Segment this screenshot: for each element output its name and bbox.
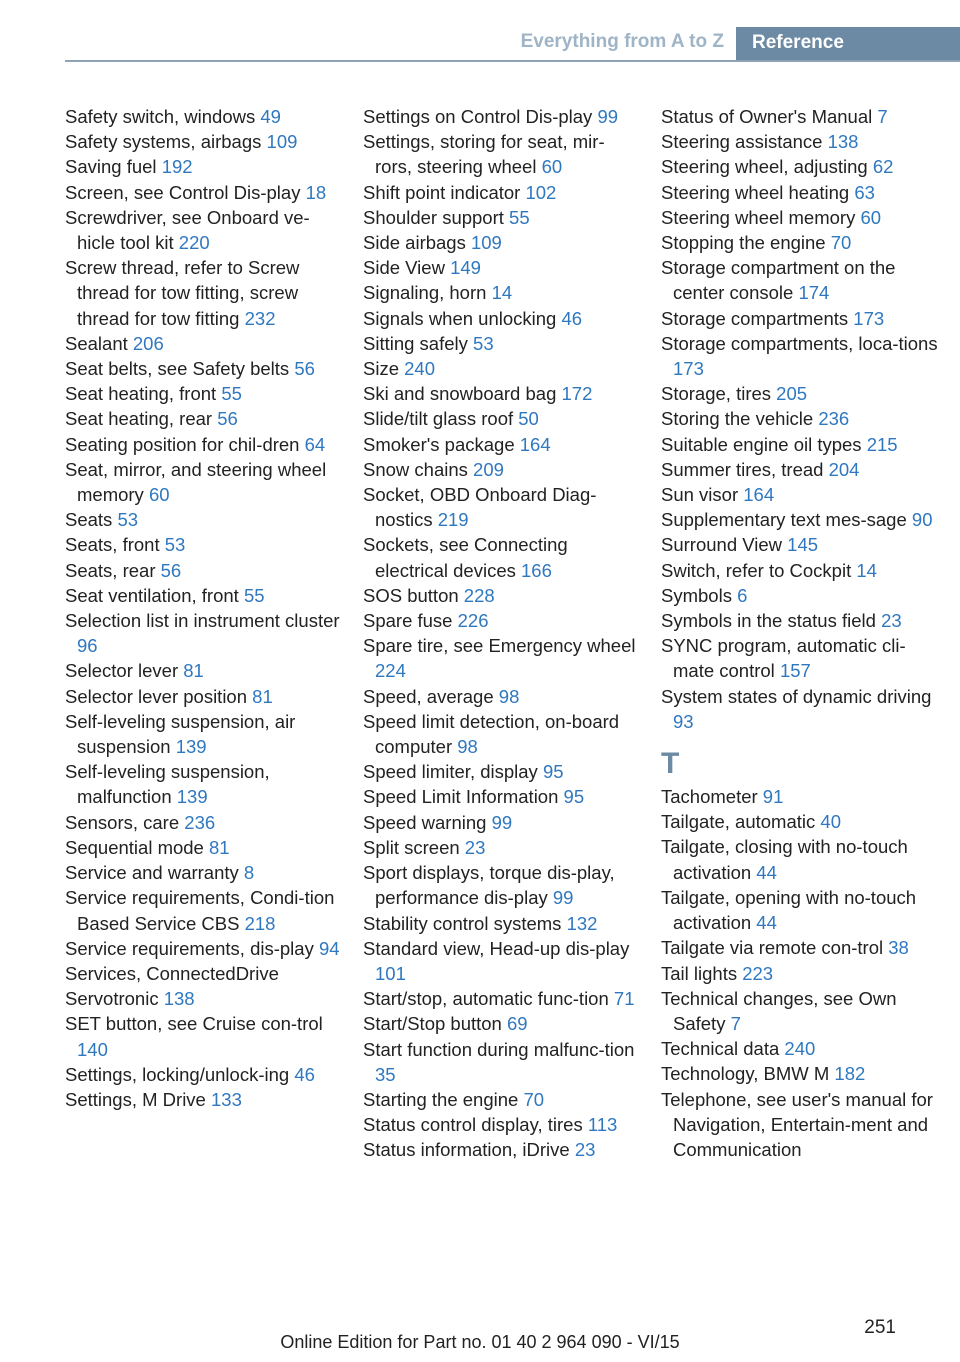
index-page-link[interactable]: 60 xyxy=(541,156,563,178)
index-entry xyxy=(363,1112,638,1137)
index-page-link[interactable]: 93 xyxy=(673,710,694,732)
index-entry-term: Steering wheel heating xyxy=(661,181,850,203)
index-page-link[interactable]: 44 xyxy=(756,861,777,883)
index-entry xyxy=(363,104,638,129)
index-entry-term: Technology, BMW M xyxy=(661,1063,830,1085)
index-entry xyxy=(661,205,945,230)
index-entry-term: Side airbags xyxy=(363,232,466,254)
index-entry xyxy=(65,406,340,431)
index-entry-term: Sensors, care xyxy=(65,811,180,833)
index-page-link[interactable]: 63 xyxy=(854,181,875,203)
index-entry xyxy=(661,1036,945,1061)
index-page-link[interactable]: 236 xyxy=(818,408,850,430)
index-entry-term: Saving fuel xyxy=(65,156,157,178)
index-page-link[interactable]: 7 xyxy=(877,106,888,127)
index-entry-term: Status control display, tires xyxy=(363,1114,583,1136)
index-entry-term: Ski and snowboard bag xyxy=(363,383,557,405)
index-entry-term: Tail lights xyxy=(661,962,738,984)
index-page-link[interactable]: 56 xyxy=(160,559,182,581)
index-entry xyxy=(661,834,945,884)
index-entry xyxy=(363,129,638,179)
index-entry xyxy=(661,608,945,633)
index-page-link[interactable]: 81 xyxy=(252,685,273,707)
index-entry xyxy=(65,180,340,205)
index-entry-term: Size xyxy=(363,358,399,380)
index-entry xyxy=(363,230,638,255)
index-entry-term: Seating position for chil-dren xyxy=(65,433,300,455)
index-entry-term: Storage, tires xyxy=(661,383,772,405)
index-page-link[interactable]: 223 xyxy=(742,962,774,984)
index-entry-term: Storage compartments, loca-tions xyxy=(661,332,938,354)
index-page-link[interactable]: 18 xyxy=(305,181,327,203)
index-entry xyxy=(363,1087,638,1112)
index-entry xyxy=(363,406,638,431)
index-entry-term: Selection list in instrument cluster xyxy=(65,610,340,632)
index-entry xyxy=(363,255,638,280)
index-entry xyxy=(65,1062,340,1087)
index-entry-term: Tachometer xyxy=(661,786,758,808)
index-entry xyxy=(363,936,638,986)
index-entry-term: Tailgate, automatic xyxy=(661,811,816,833)
index-page-link[interactable]: 71 xyxy=(613,988,635,1010)
index-entry xyxy=(65,104,340,129)
index-entry xyxy=(65,129,340,154)
index-entry xyxy=(65,507,340,532)
index-page-link[interactable]: 55 xyxy=(243,584,265,606)
index-entry-term: Safety switch, windows xyxy=(65,106,256,127)
index-entry xyxy=(661,532,945,557)
index-entry xyxy=(661,1061,945,1086)
index-entry xyxy=(661,331,945,381)
index-page-link[interactable]: 205 xyxy=(776,383,808,405)
index-entry-term: Status of Owner's Manual xyxy=(661,106,873,127)
index-entry xyxy=(65,1011,340,1061)
header-rule xyxy=(65,60,960,62)
index-entry-term: Storage compartment on the center console xyxy=(661,257,896,304)
index-page-link[interactable]: 220 xyxy=(178,232,210,254)
index-entry xyxy=(661,230,945,255)
index-entry xyxy=(363,306,638,331)
index-entry-term: Storage compartments xyxy=(661,307,849,329)
index-entry-term: Start/stop, automatic func-tion xyxy=(363,988,609,1010)
index-page-link[interactable]: 228 xyxy=(463,584,495,606)
index-page-link[interactable]: 215 xyxy=(866,433,898,455)
index-entry-term: SYNC program, automatic cli-mate control xyxy=(661,635,906,682)
index-entry xyxy=(65,205,340,255)
index-entry xyxy=(661,935,945,960)
index-page-link[interactable]: 99 xyxy=(491,811,513,833)
index-page-link[interactable]: 49 xyxy=(260,106,281,127)
index-entry-term: Smoker's package xyxy=(363,433,515,455)
index-entry xyxy=(661,104,945,129)
index-entry xyxy=(65,1087,340,1112)
index-page-link[interactable]: 60 xyxy=(860,206,882,228)
index-entry xyxy=(363,381,638,406)
index-entry-term: Settings, M Drive xyxy=(65,1088,206,1110)
index-entry-term: Tailgate, opening with no-touch activation xyxy=(661,886,917,934)
index-page-link[interactable]: 182 xyxy=(834,1063,866,1085)
index-page-link[interactable]: 164 xyxy=(743,484,775,506)
index-entry xyxy=(661,684,945,734)
index-page-link[interactable]: 224 xyxy=(375,660,406,682)
index-entry xyxy=(661,255,945,305)
index-entry-term: Settings, storing for seat, mir-rors, steering wheel xyxy=(363,131,605,178)
index-entry-term: SOS button xyxy=(363,584,459,606)
index-entry-term: Sport displays, torque dis-play, performance dis-play xyxy=(363,862,615,909)
index-page-link[interactable]: 14 xyxy=(856,559,877,581)
index-page-link[interactable]: 240 xyxy=(404,358,436,380)
index-entry xyxy=(363,583,638,608)
index-page-link[interactable]: 226 xyxy=(457,610,489,632)
index-entry-term: Selector lever xyxy=(65,660,179,682)
index-page-link[interactable]: 172 xyxy=(561,383,593,405)
index-page-link[interactable]: 23 xyxy=(881,610,902,632)
index-entry-term: Status information, iDrive xyxy=(363,1139,570,1161)
index-entry xyxy=(363,633,638,683)
index-entry-term: Seats xyxy=(65,509,113,531)
edition-footer: Online Edition for Part no. 01 40 2 964 090 - VI/15 xyxy=(280,1332,680,1352)
index-page-link[interactable]: 69 xyxy=(506,1013,528,1035)
index-entry xyxy=(363,1011,638,1036)
index-page-link[interactable]: 98 xyxy=(457,736,478,758)
index-page-link[interactable]: 44 xyxy=(756,912,777,934)
index-page-link[interactable]: 101 xyxy=(375,962,406,984)
index-entry-term: Storing the vehicle xyxy=(661,408,814,430)
index-entry-term: Technical data xyxy=(661,1038,780,1060)
index-entry-term: Tailgate via remote con-trol xyxy=(661,937,884,959)
index-entry-term: Start function during malfunc-tion xyxy=(363,1038,635,1060)
index-page-link[interactable]: 139 xyxy=(176,786,208,808)
index-entry-term: Sun visor xyxy=(661,484,739,506)
index-entry-term: Seats, rear xyxy=(65,559,156,581)
index-entry-term: Safety systems, airbags xyxy=(65,131,262,153)
index-entry-term: Side View xyxy=(363,257,445,279)
index-page-link[interactable]: 232 xyxy=(244,307,276,329)
index-entry xyxy=(65,961,340,986)
index-entry xyxy=(661,457,945,482)
index-page-link[interactable]: 62 xyxy=(872,156,894,178)
index-entry-term: Steering wheel memory xyxy=(661,206,856,228)
index-entry xyxy=(65,986,340,1011)
index-entry xyxy=(661,432,945,457)
index-entry xyxy=(65,583,340,608)
index-entry xyxy=(363,759,638,784)
index-letter-heading: T xyxy=(661,747,680,781)
index-page-link[interactable]: 7 xyxy=(730,1012,741,1034)
index-page-link[interactable]: 70 xyxy=(830,232,852,254)
index-entry xyxy=(661,482,945,507)
index-page-link[interactable]: 157 xyxy=(779,660,811,682)
index-entry-term: Summer tires, tread xyxy=(661,458,824,480)
index-page-link[interactable]: 173 xyxy=(673,358,704,380)
index-entry-term: Service requirements, dis-play xyxy=(65,937,314,959)
index-page-link[interactable]: 240 xyxy=(784,1038,816,1060)
index-page-link[interactable]: 35 xyxy=(375,1063,396,1085)
section-title: Everything from A to Z xyxy=(520,31,724,52)
index-entry-term: Surround View xyxy=(661,534,783,556)
index-page-link[interactable]: 81 xyxy=(183,660,204,682)
index-page-link[interactable]: 53 xyxy=(117,509,139,531)
index-entry-term: Services, ConnectedDrive xyxy=(65,962,279,984)
index-entry-term: Shoulder support xyxy=(363,206,504,228)
index-entry-term: Servotronic xyxy=(65,988,159,1010)
index-page-link[interactable]: 138 xyxy=(827,131,859,153)
index-entry xyxy=(65,356,340,381)
index-page-link[interactable]: 90 xyxy=(911,509,933,531)
index-page-link[interactable]: 96 xyxy=(77,635,98,657)
index-entry xyxy=(65,684,340,709)
index-entry-term: Telephone, see user's manual for Navigation, Entertain-ment and Communication xyxy=(661,1088,933,1160)
index-entry xyxy=(661,1087,945,1163)
index-entry-term: Technical changes, see Own Safety xyxy=(661,987,897,1034)
index-page-link[interactable]: 140 xyxy=(77,1038,108,1060)
index-entry xyxy=(65,810,340,835)
index-page-link[interactable]: 95 xyxy=(563,786,585,808)
index-entry xyxy=(661,154,945,179)
index-entry-term: Seats, front xyxy=(65,534,160,556)
index-entry xyxy=(661,809,945,834)
index-entry xyxy=(363,608,638,633)
index-entry xyxy=(363,432,638,457)
index-page-link[interactable]: 109 xyxy=(470,232,502,254)
page-number: 251 xyxy=(864,1317,896,1338)
index-page-link[interactable]: 6 xyxy=(737,584,748,606)
index-page-link[interactable]: 60 xyxy=(148,484,170,506)
index-page-link[interactable]: 46 xyxy=(294,1063,315,1085)
index-entry-term: Sitting safely xyxy=(363,332,468,354)
index-page-link[interactable]: 174 xyxy=(798,282,830,304)
index-page-link[interactable]: 219 xyxy=(437,509,469,531)
index-page-link[interactable]: 81 xyxy=(209,836,230,858)
index-entry xyxy=(65,759,340,809)
index-entry xyxy=(363,280,638,305)
index-entry xyxy=(363,986,638,1011)
index-page-link[interactable]: 204 xyxy=(828,458,860,480)
index-entry-term: Stability control systems xyxy=(363,912,562,934)
index-entry xyxy=(363,331,638,356)
index-entry-term: Self-leveling suspension, malfunction xyxy=(65,761,270,808)
index-entry-term: Speed limit detection, on-board computer xyxy=(363,710,620,758)
index-entry xyxy=(363,784,638,809)
index-entry xyxy=(661,784,945,809)
index-entry-term: Screwdriver, see Onboard ve-hicle tool kit xyxy=(65,206,310,254)
index-entry-term: Socket, OBD Onboard Diag-nostics xyxy=(363,484,597,531)
index-page-link[interactable]: 132 xyxy=(566,912,598,934)
index-entry xyxy=(65,558,340,583)
index-page-link[interactable]: 206 xyxy=(132,332,164,354)
index-entry xyxy=(65,658,340,683)
index-entry-term: Settings, locking/unlock-ing xyxy=(65,1063,290,1085)
index-page-link[interactable]: 95 xyxy=(542,761,564,783)
index-entry xyxy=(661,986,945,1036)
index-page-link[interactable]: 236 xyxy=(184,811,216,833)
index-page-link[interactable]: 138 xyxy=(163,988,195,1010)
index-entry-term: Spare tire, see Emergency wheel xyxy=(363,635,636,657)
index-entry-term: Symbols in the status field xyxy=(661,610,876,632)
index-page-link[interactable]: 192 xyxy=(161,156,193,178)
index-entry xyxy=(661,381,945,406)
index-entry xyxy=(65,154,340,179)
index-entry-term: Seat heating, front xyxy=(65,383,217,405)
index-entry xyxy=(661,306,945,331)
index-page-link[interactable]: 98 xyxy=(498,685,520,707)
index-entry-term: Spare fuse xyxy=(363,610,453,632)
index-page-link[interactable]: 139 xyxy=(175,736,207,758)
index-page-link[interactable]: 99 xyxy=(552,887,574,909)
index-entry xyxy=(363,180,638,205)
index-page-link[interactable]: 53 xyxy=(164,534,186,556)
index-entry-term: Switch, refer to Cockpit xyxy=(661,559,852,581)
index-entry-term: Tailgate, closing with no-touch activation xyxy=(661,836,908,883)
index-page-link[interactable]: 113 xyxy=(587,1114,618,1136)
index-entry-term: Speed warning xyxy=(363,811,487,833)
index-entry xyxy=(65,608,340,658)
index-entry xyxy=(65,709,340,759)
index-entry xyxy=(65,860,340,885)
index-page-link[interactable]: 64 xyxy=(304,433,326,455)
index-entry xyxy=(363,835,638,860)
index-entry-term: Seat belts, see Safety belts xyxy=(65,358,290,380)
index-page-link[interactable]: 149 xyxy=(450,257,481,279)
index-entry-term: Start/Stop button xyxy=(363,1013,502,1035)
index-entry xyxy=(363,532,638,582)
index-page-link[interactable]: 166 xyxy=(521,559,552,581)
index-entry xyxy=(65,835,340,860)
index-entry-term: Starting the engine xyxy=(363,1088,519,1110)
index-entry xyxy=(363,1037,638,1087)
index-entry-term: Supplementary text mes-sage xyxy=(661,509,907,531)
index-entry xyxy=(363,1137,638,1162)
index-entry xyxy=(363,911,638,936)
index-entry xyxy=(363,810,638,835)
index-entry xyxy=(65,936,340,961)
index-entry-term: Sealant xyxy=(65,332,128,354)
section-tab: Reference xyxy=(736,27,960,61)
index-entry xyxy=(363,709,638,759)
index-page-link[interactable]: 133 xyxy=(211,1088,242,1110)
index-entry-term: Slide/tilt glass roof xyxy=(363,408,514,430)
index-entry-term: Service requirements, Condi-tion Based Service CBS xyxy=(65,887,335,934)
index-page-link[interactable]: 94 xyxy=(318,937,340,959)
index-entry xyxy=(661,633,945,683)
index-entry xyxy=(363,356,638,381)
index-page-link[interactable]: 164 xyxy=(519,433,551,455)
index-entry-term: Speed limiter, display xyxy=(363,761,538,783)
index-column-1 xyxy=(65,104,340,1112)
index-entry-term: Screw thread, refer to Screw thread for tow fitting, screw thread for tow fitting xyxy=(65,257,300,329)
index-page-link[interactable]: 99 xyxy=(597,106,619,127)
index-entry-term: Sequential mode xyxy=(65,836,204,858)
index-entry xyxy=(363,684,638,709)
index-page-link[interactable]: 102 xyxy=(525,181,557,203)
index-entry-term: SET button, see Cruise con-trol xyxy=(65,1013,323,1035)
index-entry-term: Signals when unlocking xyxy=(363,307,557,329)
index-page-link[interactable]: 91 xyxy=(762,786,784,808)
index-entry-term: Snow chains xyxy=(363,458,468,480)
index-entry xyxy=(65,331,340,356)
index-page-link[interactable]: 56 xyxy=(294,358,315,380)
index-entry-term: Split screen xyxy=(363,836,460,858)
index-page-link[interactable]: 40 xyxy=(820,811,841,833)
index-entry-term: Seat, mirror, and steering wheel memory xyxy=(65,458,327,506)
index-entry xyxy=(661,558,945,583)
index-entry xyxy=(661,507,945,532)
index-entry-term: Steering wheel, adjusting xyxy=(661,156,868,178)
index-page-link[interactable]: 55 xyxy=(221,383,242,405)
index-entry-term: Suitable engine oil types xyxy=(661,433,862,455)
index-entry-term: System states of dynamic driving xyxy=(661,685,932,707)
index-entry xyxy=(65,532,340,557)
index-entry xyxy=(363,860,638,910)
index-entry-term: Screen, see Control Dis-play xyxy=(65,181,301,203)
index-page-link[interactable]: 218 xyxy=(244,912,276,934)
index-entry-term: Symbols xyxy=(661,584,732,606)
index-entry xyxy=(65,381,340,406)
index-page-link[interactable]: 38 xyxy=(888,937,909,959)
index-page-link[interactable]: 8 xyxy=(243,862,255,884)
index-page-link[interactable]: 209 xyxy=(473,458,504,480)
index-page-link[interactable]: 109 xyxy=(266,131,298,153)
index-entry-term: Speed Limit Information xyxy=(363,786,559,808)
index-entry-term: Standard view, Head-up dis-play xyxy=(363,937,630,959)
index-entry-term: Self-leveling suspension, air suspension xyxy=(65,710,296,758)
index-entry xyxy=(65,255,340,331)
index-page-link[interactable]: 70 xyxy=(523,1088,545,1110)
index-entry xyxy=(661,180,945,205)
index-entry-term: Signaling, horn xyxy=(363,282,487,304)
index-page-link[interactable]: 173 xyxy=(853,307,885,329)
index-page-link[interactable]: 50 xyxy=(518,408,539,430)
index-entry-term: Stopping the engine xyxy=(661,232,826,254)
index-entry-term: Steering assistance xyxy=(661,131,823,153)
index-entry-term: Seat heating, rear xyxy=(65,408,213,430)
index-entry xyxy=(65,457,340,507)
index-entry-term: Service and warranty xyxy=(65,862,239,884)
index-entry-term: Speed, average xyxy=(363,685,494,707)
index-page-link[interactable]: 53 xyxy=(473,332,494,354)
index-entry xyxy=(363,205,638,230)
index-page-link[interactable]: 56 xyxy=(217,408,238,430)
index-entry-term: Shift point indicator xyxy=(363,181,521,203)
index-entry xyxy=(661,406,945,431)
index-page-link[interactable]: 23 xyxy=(464,836,486,858)
index-entry xyxy=(661,583,945,608)
index-entry-term: Settings on Control Dis-play xyxy=(363,106,593,127)
index-entry-term: Seat ventilation, front xyxy=(65,584,239,606)
index-entry xyxy=(661,961,945,986)
index-entry xyxy=(363,482,638,532)
index-entry xyxy=(661,885,945,935)
index-column-3 xyxy=(661,104,945,1162)
index-page-link[interactable]: 55 xyxy=(509,206,530,228)
index-entry xyxy=(661,129,945,154)
index-page-link[interactable]: 46 xyxy=(561,307,583,329)
index-entry-term: Sockets, see Connecting electrical devices xyxy=(363,534,568,581)
index-page-link[interactable]: 145 xyxy=(787,534,819,556)
index-page-link[interactable]: 23 xyxy=(574,1139,596,1161)
index-entry xyxy=(65,885,340,935)
index-entry-term: Selector lever position xyxy=(65,685,248,707)
page-header xyxy=(0,27,960,63)
index-entry xyxy=(65,432,340,457)
index-column-2 xyxy=(363,104,638,1163)
index-page-link[interactable]: 14 xyxy=(491,282,513,304)
index-entry xyxy=(363,457,638,482)
